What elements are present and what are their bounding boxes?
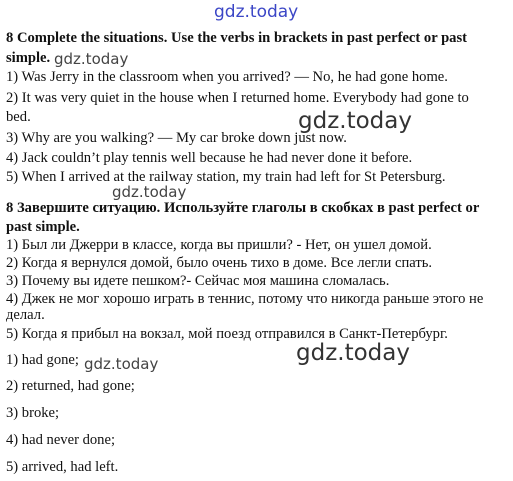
english-item-4: 4) Jack couldn’t play tennis well because he had never done it before. — [6, 150, 413, 166]
watermark-inline-1: gdz.today — [54, 50, 129, 68]
english-item-1: 1) Was Jerry in the classroom when you arrived? — No, he had gone home. — [6, 69, 448, 85]
russian-item-3: 3) Почему вы идете пешком?- Сейчас моя машина сломалась. — [6, 273, 390, 289]
russian-item-2: 2) Когда я вернулся домой, было очень тихо в доме. Все легли спать. — [6, 255, 433, 271]
answer-2: 2) returned, had gone; — [6, 378, 135, 394]
english-heading-line1: 8 Complete the situations. Use the verbs in brackets in past perfect or past — [6, 30, 468, 46]
russian-heading-line2: past simple. — [6, 219, 80, 235]
watermark-mid-1: gdz.today — [298, 108, 412, 134]
watermark-mid-2: gdz.today — [296, 340, 410, 366]
answer-3: 3) broke; — [6, 405, 60, 421]
answer-5: 5) arrived, had left. — [6, 459, 119, 475]
watermark-inline-2: gdz.today — [112, 183, 187, 201]
russian-item-4-cont: делал. — [6, 307, 45, 323]
russian-heading-line1: 8 Завершите ситуацию. Используйте глаголы в скобках в past perfect or — [6, 200, 480, 216]
english-item-5: 5) When I arrived at the railway station, my train had left for St Petersburg. — [6, 169, 446, 185]
english-item-2: 2) It was very quiet in the house when I returned home. Everybody had gone to — [6, 90, 469, 106]
english-item-3: 3) Why are you walking? — My car broke down just now. — [6, 130, 347, 146]
answer-4: 4) had never done; — [6, 432, 116, 448]
russian-item-5: 5) Когда я прибыл на вокзал, мой поезд отправился в Санкт-Петербург. — [6, 326, 448, 342]
russian-item-4: 4) Джек не мог хорошо играть в теннис, потому что никогда раньше этого не — [6, 291, 484, 307]
russian-item-1: 1) Был ли Джерри в классе, когда вы пришли? - Нет, он ушел домой. — [6, 237, 432, 253]
answer-1: 1) had gone; — [6, 352, 79, 368]
english-heading-line2: simple. — [6, 50, 51, 66]
watermark-top: gdz.today — [214, 2, 299, 22]
watermark-inline-3: gdz.today — [84, 355, 159, 373]
english-item-2-cont: bed. — [6, 109, 31, 125]
